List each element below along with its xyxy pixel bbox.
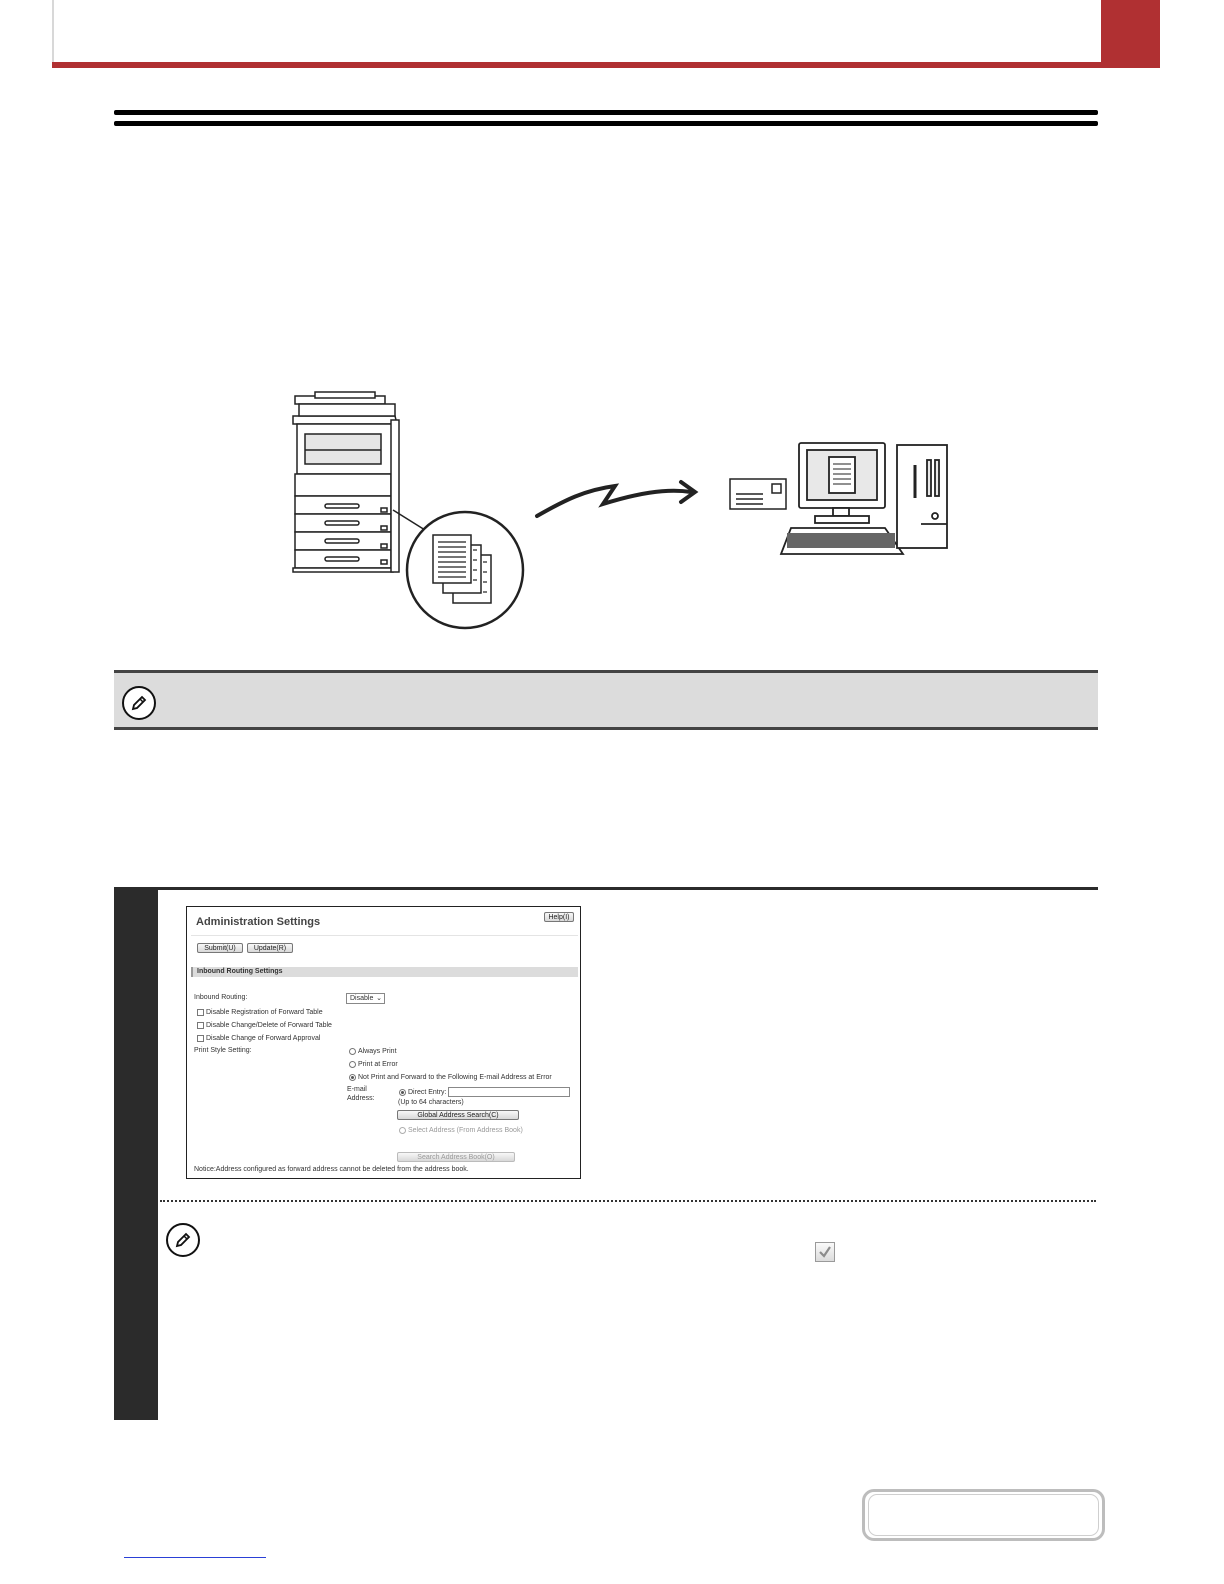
checkbox-label-3: Disable Change of Forward Approval: [206, 1035, 321, 1042]
contents-link[interactable]: [124, 1557, 266, 1558]
checkbox-disable-registration[interactable]: [197, 1009, 204, 1016]
update-button[interactable]: Update(R): [247, 943, 293, 953]
title-rule-top: [114, 110, 1098, 115]
print-style-label: Print Style Setting:: [194, 1047, 252, 1054]
admin-settings-screenshot: [186, 906, 581, 1179]
search-address-book-button[interactable]: Search Address Book(O): [397, 1152, 515, 1162]
submit-button[interactable]: Submit(U): [197, 943, 243, 953]
notice-text: Notice:Address configured as forward address cannot be deleted from the address book.: [194, 1166, 469, 1173]
step-dotted-separator: [160, 1200, 1096, 1202]
select-address-label: Select Address (From Address Book): [408, 1127, 523, 1134]
checkbox-label-1: Disable Registration of Forward Table: [206, 1009, 323, 1016]
toolbar-divider: [191, 935, 578, 936]
documents-icon: [407, 512, 523, 628]
copier-icon: [293, 392, 399, 572]
step-number-bar: [114, 888, 158, 1420]
email-label-line1: E-mail: [347, 1086, 367, 1093]
radio-print-at-error[interactable]: [349, 1061, 356, 1068]
checked-checkbox-icon: [815, 1242, 835, 1262]
pencil-note-icon: [122, 686, 156, 720]
step-top-rule: [114, 887, 1098, 890]
global-address-search-button[interactable]: Global Address Search(C): [397, 1110, 519, 1120]
direct-entry-input[interactable]: [448, 1087, 570, 1097]
envelope-icon: [730, 479, 786, 509]
checkbox-disable-approval[interactable]: [197, 1035, 204, 1042]
chevron-down-icon: ⌄: [376, 995, 382, 1002]
navigation-button-inner: [868, 1494, 1099, 1536]
computer-icon: [781, 443, 947, 554]
admin-title: Administration Settings: [196, 916, 321, 928]
checkbox-disable-change-delete[interactable]: [197, 1022, 204, 1029]
char-limit-note: (Up to 64 characters): [398, 1099, 464, 1106]
radio-label-print-at-error: Print at Error: [358, 1061, 398, 1068]
section-title: Inbound Routing Settings: [197, 968, 283, 975]
radio-forward-at-error[interactable]: [349, 1074, 356, 1081]
checkbox-label-2: Disable Change/Delete of Forward Table: [206, 1022, 332, 1029]
header-accent-line: [52, 62, 1160, 68]
radio-label-always-print: Always Print: [358, 1048, 397, 1055]
title-rule-bottom: [114, 121, 1098, 126]
pencil-note-icon-2: [166, 1223, 200, 1257]
direct-entry-label: Direct Entry:: [408, 1089, 447, 1096]
header-left-edge: [52, 0, 54, 62]
inbound-routing-label: Inbound Routing:: [194, 994, 248, 1001]
email-label-line2: Address:: [347, 1095, 375, 1102]
inbound-routing-select[interactable]: [346, 993, 385, 1004]
transmission-arrow-icon: [537, 482, 695, 516]
note-bar: [114, 670, 1098, 730]
help-button[interactable]: Help(I): [544, 912, 574, 922]
radio-label-forward-at-error: Not Print and Forward to the Following E-mail Address at Error: [358, 1074, 552, 1081]
radio-select-address[interactable]: [399, 1127, 406, 1134]
inbound-routing-illustration: [285, 390, 955, 635]
inbound-routing-value: Disable: [350, 995, 374, 1002]
radio-direct-entry[interactable]: [399, 1089, 406, 1096]
radio-always-print[interactable]: [349, 1048, 356, 1055]
header-accent-tab: [1101, 0, 1160, 68]
section-header: [191, 967, 578, 977]
